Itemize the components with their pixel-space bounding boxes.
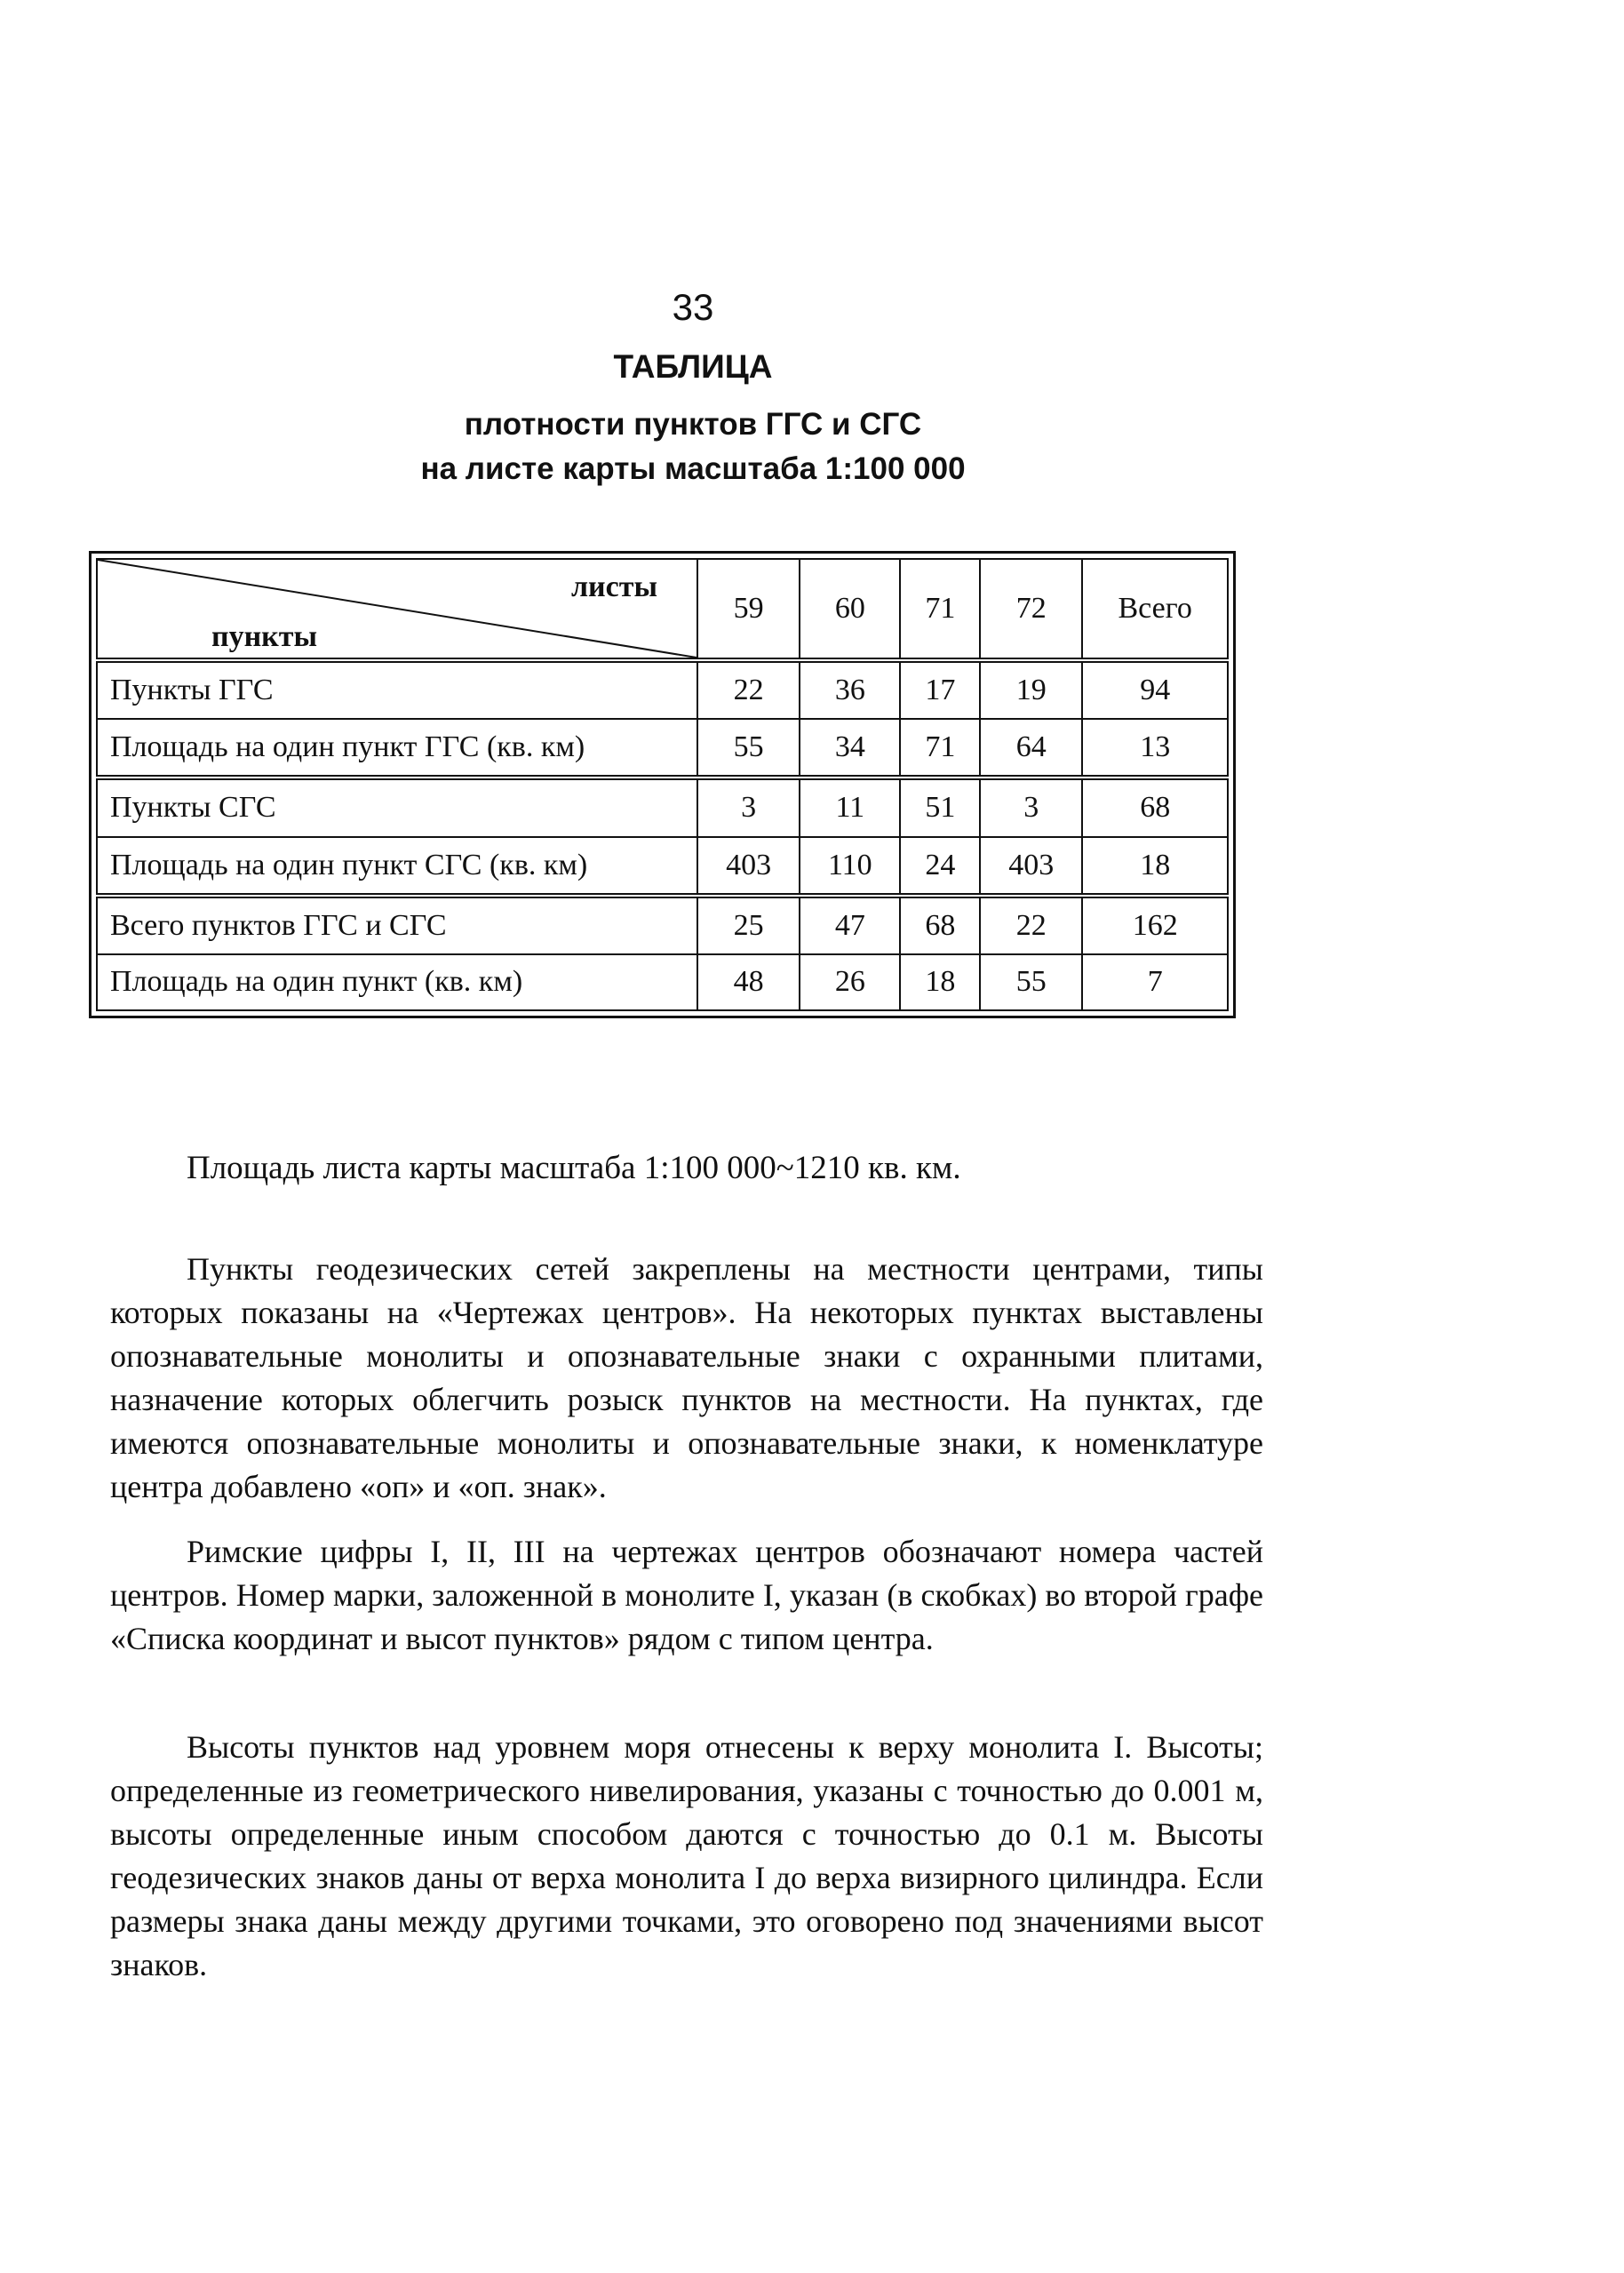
- corner-header-cell: [97, 559, 697, 660]
- table-cell: 162: [1082, 896, 1228, 954]
- table-row: [97, 896, 1228, 954]
- table-cell: 17: [900, 660, 980, 719]
- table-subtitle-line2: на листе карты масштаба 1:100 000: [420, 451, 966, 486]
- table-row: [97, 778, 1228, 836]
- table-cell: 68: [900, 896, 980, 954]
- column-header: Всего: [1082, 559, 1228, 660]
- table-cell: 55: [697, 719, 800, 778]
- table-cell: 19: [980, 660, 1082, 719]
- table-cell: 3: [697, 778, 800, 836]
- paragraph-heights: [110, 1726, 1263, 1987]
- table-cell: 18: [900, 954, 980, 1010]
- table-cell: 68: [1082, 778, 1228, 836]
- table-cell: 3: [980, 778, 1082, 836]
- table-cell: 403: [980, 837, 1082, 896]
- table-cell: 110: [800, 837, 900, 896]
- sheet-area-note: Площадь листа карты масштаба 1:100 000~1210 кв. км.: [187, 1150, 961, 1186]
- table-cell: 51: [900, 778, 980, 836]
- table-cell: 55: [980, 954, 1082, 1010]
- paragraph-text: Высоты пунктов над уровнем моря отнесены к верху монолита I. Высоты; определенные из геометрического нивелирования, указаны с точностью до 0.001 м, высоты определенные иным способом даются с точностью до 0.1 м. Высоты геодезических знаков даны от верха монолита I до верха визирного цилиндра. Если размеры знака даны между другими точками, это оговорено под значениями высот знаков.: [110, 1729, 1263, 1982]
- table-cell: 403: [697, 837, 800, 896]
- paragraph-roman-numerals: [110, 1530, 1263, 1661]
- table-subtitle-line1: плотности пунктов ГГС и СГС: [464, 407, 922, 442]
- table-cell: 71: [900, 719, 980, 778]
- table-title: ТАБЛИЦА: [613, 348, 773, 385]
- table-cell: 34: [800, 719, 900, 778]
- table-cell: 18: [1082, 837, 1228, 896]
- row-label: Площадь на один пункт (кв. км): [97, 954, 697, 1010]
- page-number: 33: [672, 286, 714, 328]
- table-cell: 94: [1082, 660, 1228, 719]
- row-label: Площадь на один пункт СГС (кв. км): [97, 837, 697, 896]
- table-cell: 22: [980, 896, 1082, 954]
- table-cell: 24: [900, 837, 980, 896]
- table-cell: 48: [697, 954, 800, 1010]
- row-label: Площадь на один пункт ГГС (кв. км): [97, 719, 697, 778]
- table-cell: 7: [1082, 954, 1228, 1010]
- paragraph-text: Пункты геодезических сетей закреплены на местности центрами, типы которых показаны на «Чертежах центров». На некоторых пунктах выставлены опознавательные монолиты и опознавательные знаки с охранными плитами, назначение которых облегчить розыск пунктов на местности. На пунктах, где имеются опознавательные монолиты и опознавательные знаки, к номенклатуре центра добавлено «оп» и «оп. знак».: [110, 1251, 1263, 1504]
- table-header-row: [97, 559, 1228, 660]
- corner-label-sheets: листы: [570, 570, 657, 603]
- row-label: Всего пунктов ГГС и СГС: [97, 896, 697, 954]
- table-cell: 26: [800, 954, 900, 1010]
- column-header: 60: [800, 559, 900, 660]
- table-cell: 25: [697, 896, 800, 954]
- table-row: [97, 837, 1228, 896]
- table-cell: 22: [697, 660, 800, 719]
- row-label: Пункты ГГС: [97, 660, 697, 719]
- table-cell: 47: [800, 896, 900, 954]
- table-cell: 11: [800, 778, 900, 836]
- row-label: Пункты СГС: [97, 778, 697, 836]
- table-cell: 64: [980, 719, 1082, 778]
- paragraph-center-types: [110, 1248, 1263, 1509]
- column-header: 72: [980, 559, 1082, 660]
- table-row: [97, 660, 1228, 719]
- table-cell: 36: [800, 660, 900, 719]
- paragraph-text: Римские цифры I, II, III на чертежах центров обозначают номера частей центров. Номер марки, заложенной в монолите I, указан (в скобках) во второй графе «Списка координат и высот пунктов» рядом с типом центра.: [110, 1534, 1263, 1656]
- table-cell: 13: [1082, 719, 1228, 778]
- density-table: [96, 558, 1229, 1011]
- column-header: 71: [900, 559, 980, 660]
- column-header: 59: [697, 559, 800, 660]
- density-table-frame: [89, 551, 1236, 1018]
- table-row: [97, 954, 1228, 1010]
- table-row: [97, 719, 1228, 778]
- corner-label-points: пункты: [211, 620, 318, 653]
